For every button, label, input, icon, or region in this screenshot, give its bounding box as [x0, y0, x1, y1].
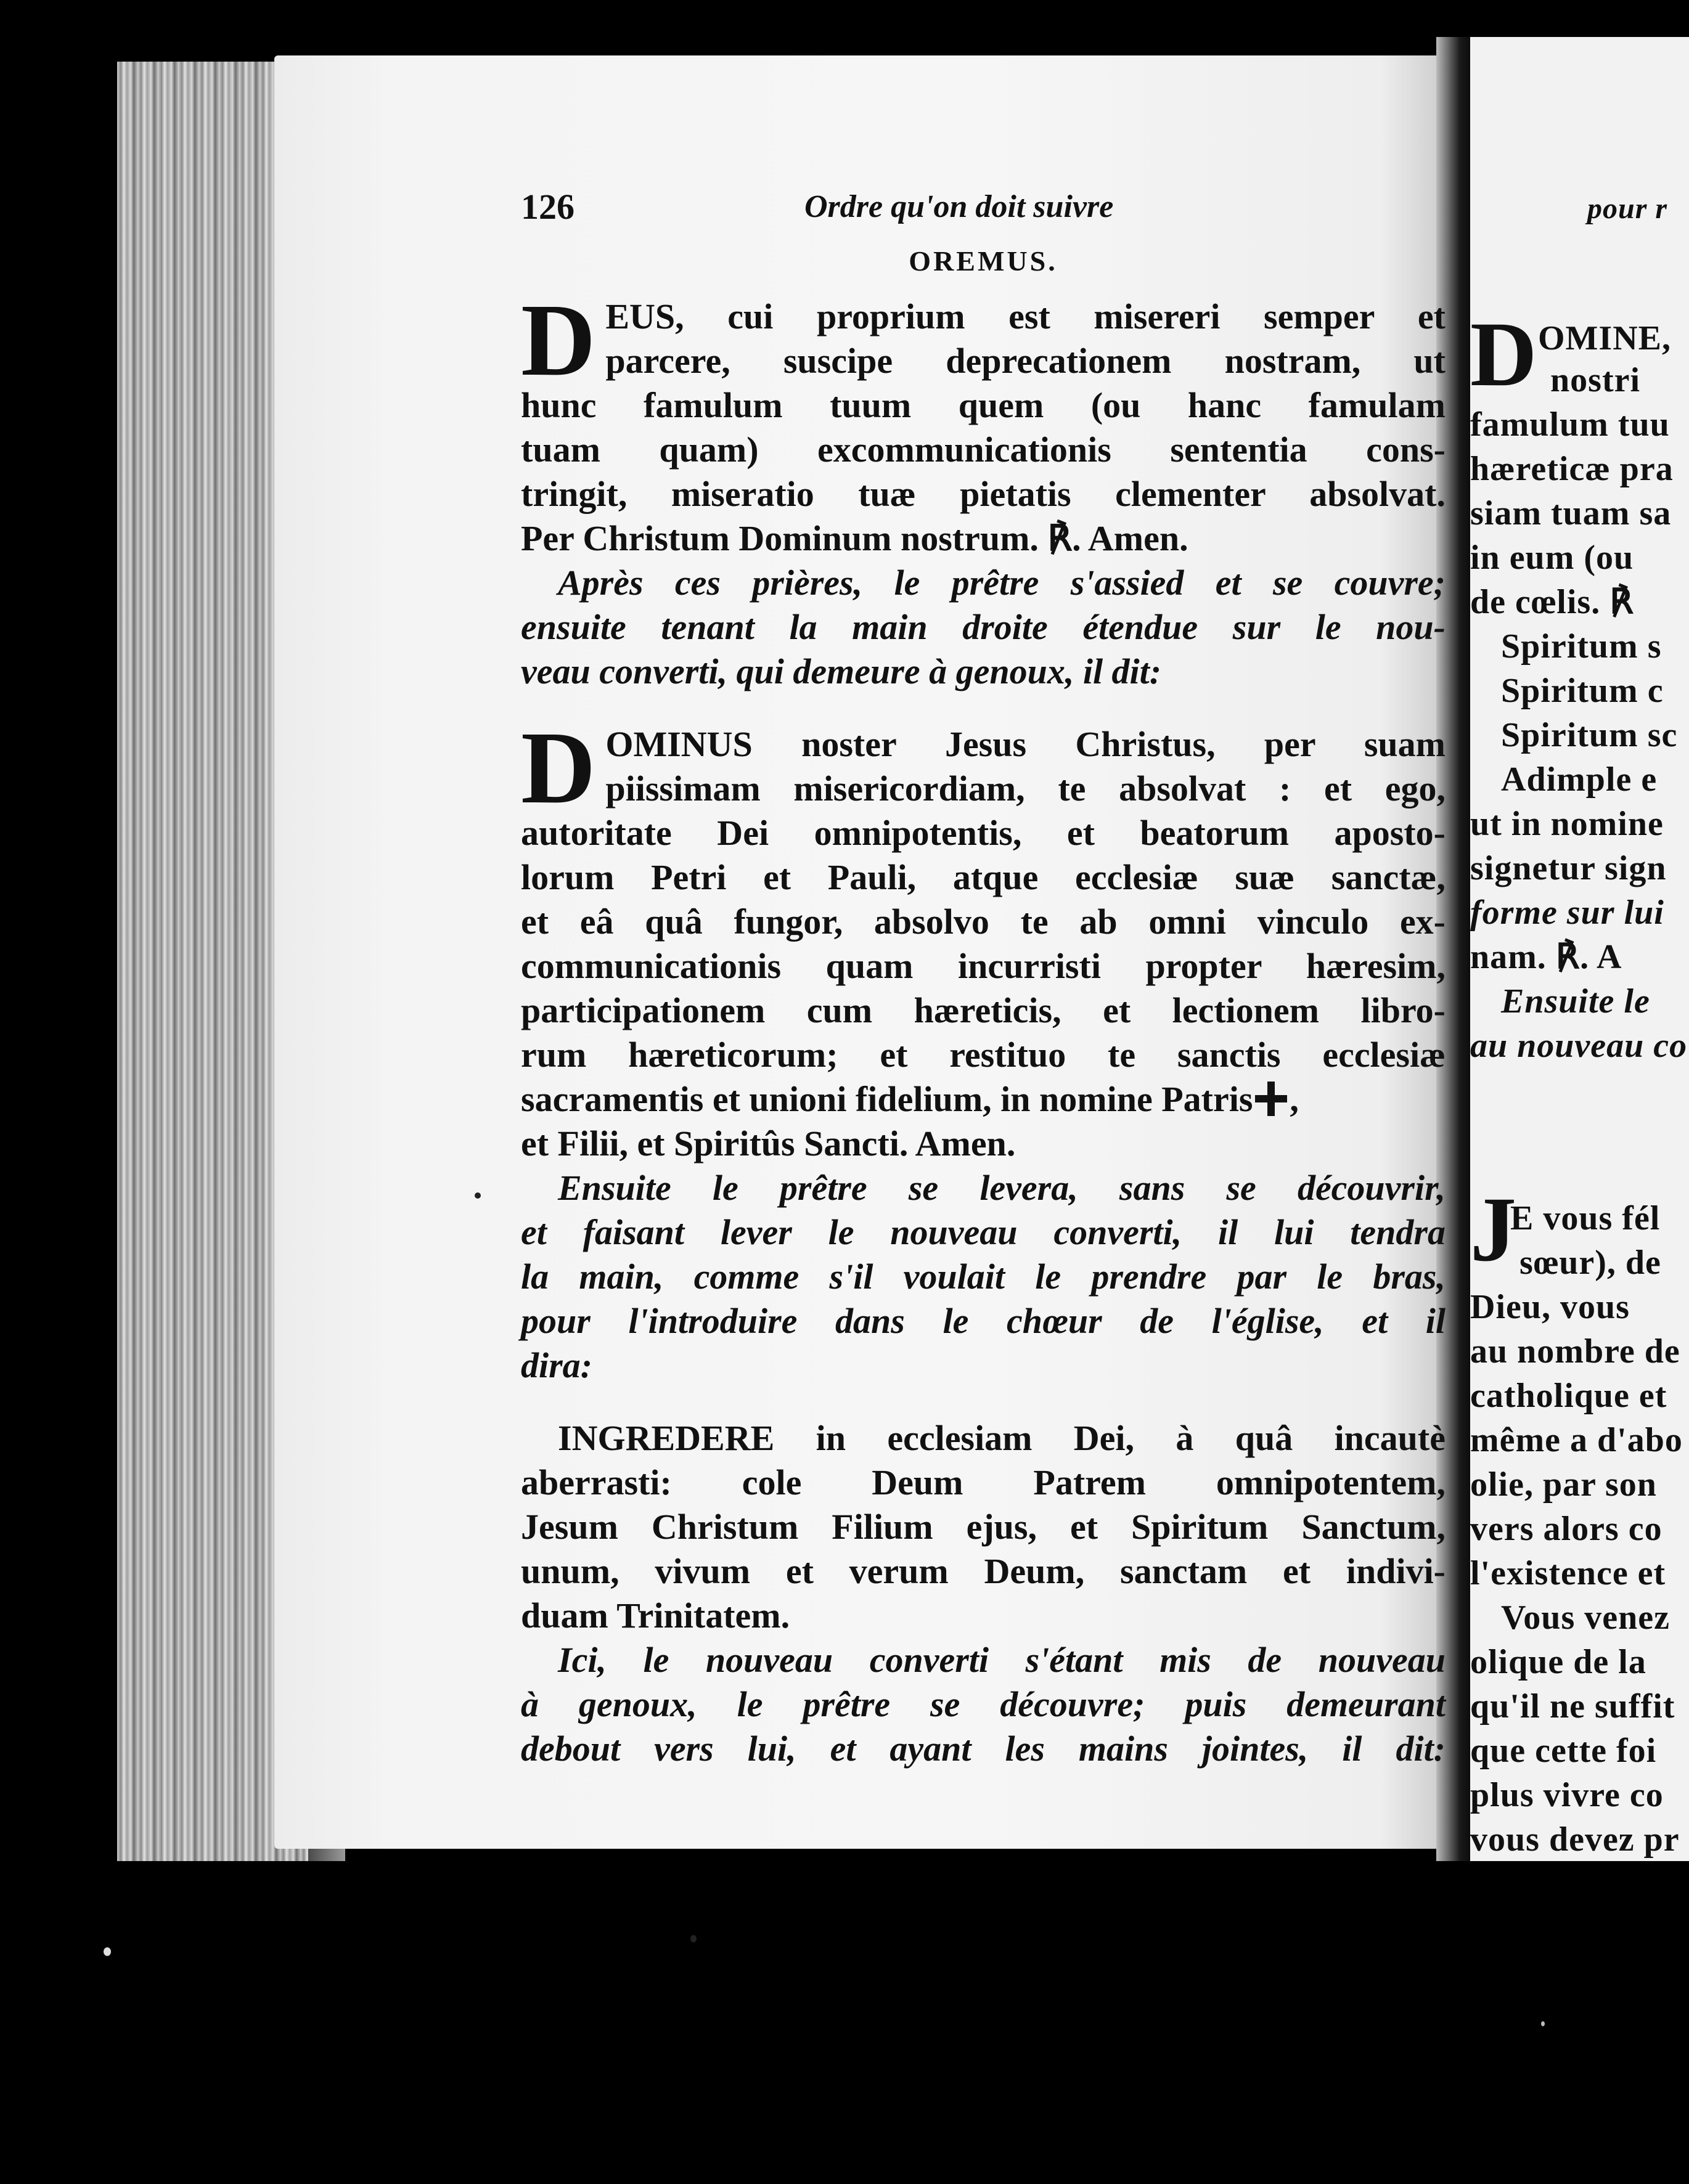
text-line: Jesum Christum Filium ejus, et Spiritum Sanctum,: [521, 1507, 1446, 1547]
facing-line: forme sur lui: [1470, 894, 1664, 932]
scan-speck: [475, 1192, 481, 1199]
text-line: duam Trinitatem.: [521, 1595, 790, 1636]
facing-dropcap-j: J: [1470, 1178, 1517, 1281]
facing-line: Spiritum sc: [1501, 716, 1678, 754]
text-line: unum, vivum et verum Deum, sanctam et indivi-: [521, 1551, 1446, 1591]
rubric-line: Ensuite le prêtre se levera, sans se découvrir,: [558, 1168, 1446, 1208]
text-line: EUS, cui proprium est misereri semper et: [605, 296, 1446, 336]
text-line: et eâ quâ fungor, absolvo te ab omni vinculo ex-: [521, 902, 1446, 942]
section-heading: OREMUS.: [909, 245, 1058, 277]
scan-speck: [1541, 2021, 1545, 2026]
text-line: hunc famulum tuum quem (ou hanc famulam: [521, 385, 1446, 425]
facing-line: nam. ℟. A: [1470, 938, 1622, 976]
rubric-line: et faisant lever le nouveau converti, il lui tendra: [521, 1212, 1446, 1252]
facing-line: nostri: [1550, 361, 1640, 399]
facing-dropcap-d: D: [1470, 303, 1538, 405]
text-line: sacramentis et unioni fidelium, in nomine Patris ,: [521, 1079, 1299, 1119]
facing-line: Vous venez: [1501, 1599, 1670, 1637]
facing-line: vous devez pr: [1470, 1820, 1680, 1859]
rubric-line: Ici, le nouveau converti s'étant mis de nouveau: [558, 1640, 1446, 1680]
text-line: parcere, suscipe deprecationem nostram, ut: [605, 341, 1446, 381]
page-text-block: [521, 185, 1446, 1771]
drop-cap: D: [521, 283, 596, 397]
rubric-line: Après ces prières, le prêtre s'assied et se couvre;: [558, 563, 1446, 603]
page-header: [521, 185, 1446, 228]
rubric: [521, 1166, 1446, 1388]
rubric-line: debout vers lui, et ayant les mains jointes, il dit:: [521, 1729, 1446, 1769]
text-line: tringit, miseratio tuæ pietatis clementer absolvat.: [521, 474, 1446, 514]
scan-speck: [104, 1947, 111, 1956]
text-line: OMINUS noster Jesus Christus, per suam: [605, 724, 1446, 764]
text-line: INGREDERE in ecclesiam Dei, à quâ incautè: [558, 1418, 1446, 1458]
drop-cap: D: [521, 711, 596, 825]
facing-line: même a d'abo: [1470, 1421, 1683, 1459]
facing-line: au nombre de: [1470, 1332, 1680, 1371]
facing-page: [1470, 37, 1689, 1861]
facing-line: Spiritum s: [1501, 627, 1662, 666]
absolution-formula: [521, 711, 1446, 1166]
text-line: rum hæreticorum; et restituo te sanctis ecclesiæ: [521, 1035, 1446, 1075]
facing-line: Dieu, vous: [1470, 1288, 1630, 1326]
facing-line: au nouveau co: [1470, 1027, 1688, 1065]
cross-icon: [1255, 1082, 1287, 1116]
facing-line: olie, par son: [1470, 1465, 1657, 1504]
facing-line: vers alors co: [1470, 1510, 1662, 1548]
facing-line: OMINE,: [1538, 319, 1671, 357]
facing-line: sœur), de: [1519, 1244, 1661, 1282]
rubric-line: ensuite tenant la main droite étendue sur le nou-: [521, 607, 1446, 647]
ingredere-formula: [521, 1416, 1446, 1638]
scan-speck: [690, 1935, 697, 1942]
text-line: lorum Petri et Pauli, atque ecclesiæ suæ sanctæ,: [521, 857, 1446, 897]
oremus-prayer: [521, 283, 1446, 561]
facing-line: catholique et: [1470, 1377, 1667, 1415]
facing-line: plus vivre co: [1470, 1776, 1664, 1814]
text-line: communicationis quam incurristi propter hæresim,: [521, 946, 1446, 986]
facing-line: Ensuite le: [1501, 982, 1650, 1021]
rubric-line: pour l'introduire dans le chœur de l'église, et il: [521, 1301, 1446, 1341]
facing-line: Adimple e: [1501, 760, 1658, 799]
facing-line: in eum (ou: [1470, 539, 1634, 577]
facing-line: signetur sign: [1470, 849, 1667, 887]
facing-line: olique de la: [1470, 1643, 1646, 1681]
facing-line: E vous fél: [1510, 1199, 1661, 1237]
rubric-line: la main, comme s'il voulait le prendre par le bras,: [521, 1257, 1446, 1297]
running-title: Ordre qu'on doit suivre: [804, 189, 1114, 224]
facing-line: qu'il ne suffit: [1470, 1687, 1675, 1726]
facing-running-title: pour r: [1587, 192, 1668, 225]
rubric-line: à genoux, le prêtre se découvre; puis demeurant: [521, 1684, 1446, 1724]
facing-line: l'existence et: [1470, 1554, 1666, 1592]
text-line: piissimam misericordiam, te absolvat : et ego,: [605, 768, 1446, 809]
facing-line: Spiritum c: [1501, 672, 1664, 710]
rubric-line: veau converti, qui demeure à genoux, il dit:: [521, 651, 1162, 691]
facing-line: hæreticæ pra: [1470, 450, 1674, 488]
text-line: aberrasti: cole Deum Patrem omnipotentem,: [521, 1462, 1446, 1502]
text-line: Per Christum Dominum nostrum. ℟. Amen.: [521, 518, 1188, 558]
rubric-line: dira:: [521, 1345, 592, 1385]
text-line: tuam quam) excommunicationis sententia cons-: [521, 430, 1446, 470]
text-span: sacramentis et unioni fidelium, in nomine Patris: [521, 1079, 1253, 1119]
rubric: [521, 561, 1446, 694]
text-line: autoritate Dei omnipotentis, et beatorum aposto-: [521, 813, 1446, 853]
text-line: participationem cum hæreticis, et lectionem libro-: [521, 990, 1446, 1030]
facing-line: de cœlis. ℟: [1470, 583, 1634, 621]
facing-line: siam tuam sa: [1470, 494, 1672, 532]
rubric: [521, 1638, 1446, 1771]
page-number: 126: [521, 187, 575, 227]
text-line: et Filii, et Spiritûs Sancti. Amen.: [521, 1123, 1016, 1163]
facing-line: ut in nomine: [1470, 805, 1664, 843]
facing-line: que cette foi: [1470, 1732, 1657, 1770]
facing-line: famulum tuu: [1470, 405, 1670, 444]
